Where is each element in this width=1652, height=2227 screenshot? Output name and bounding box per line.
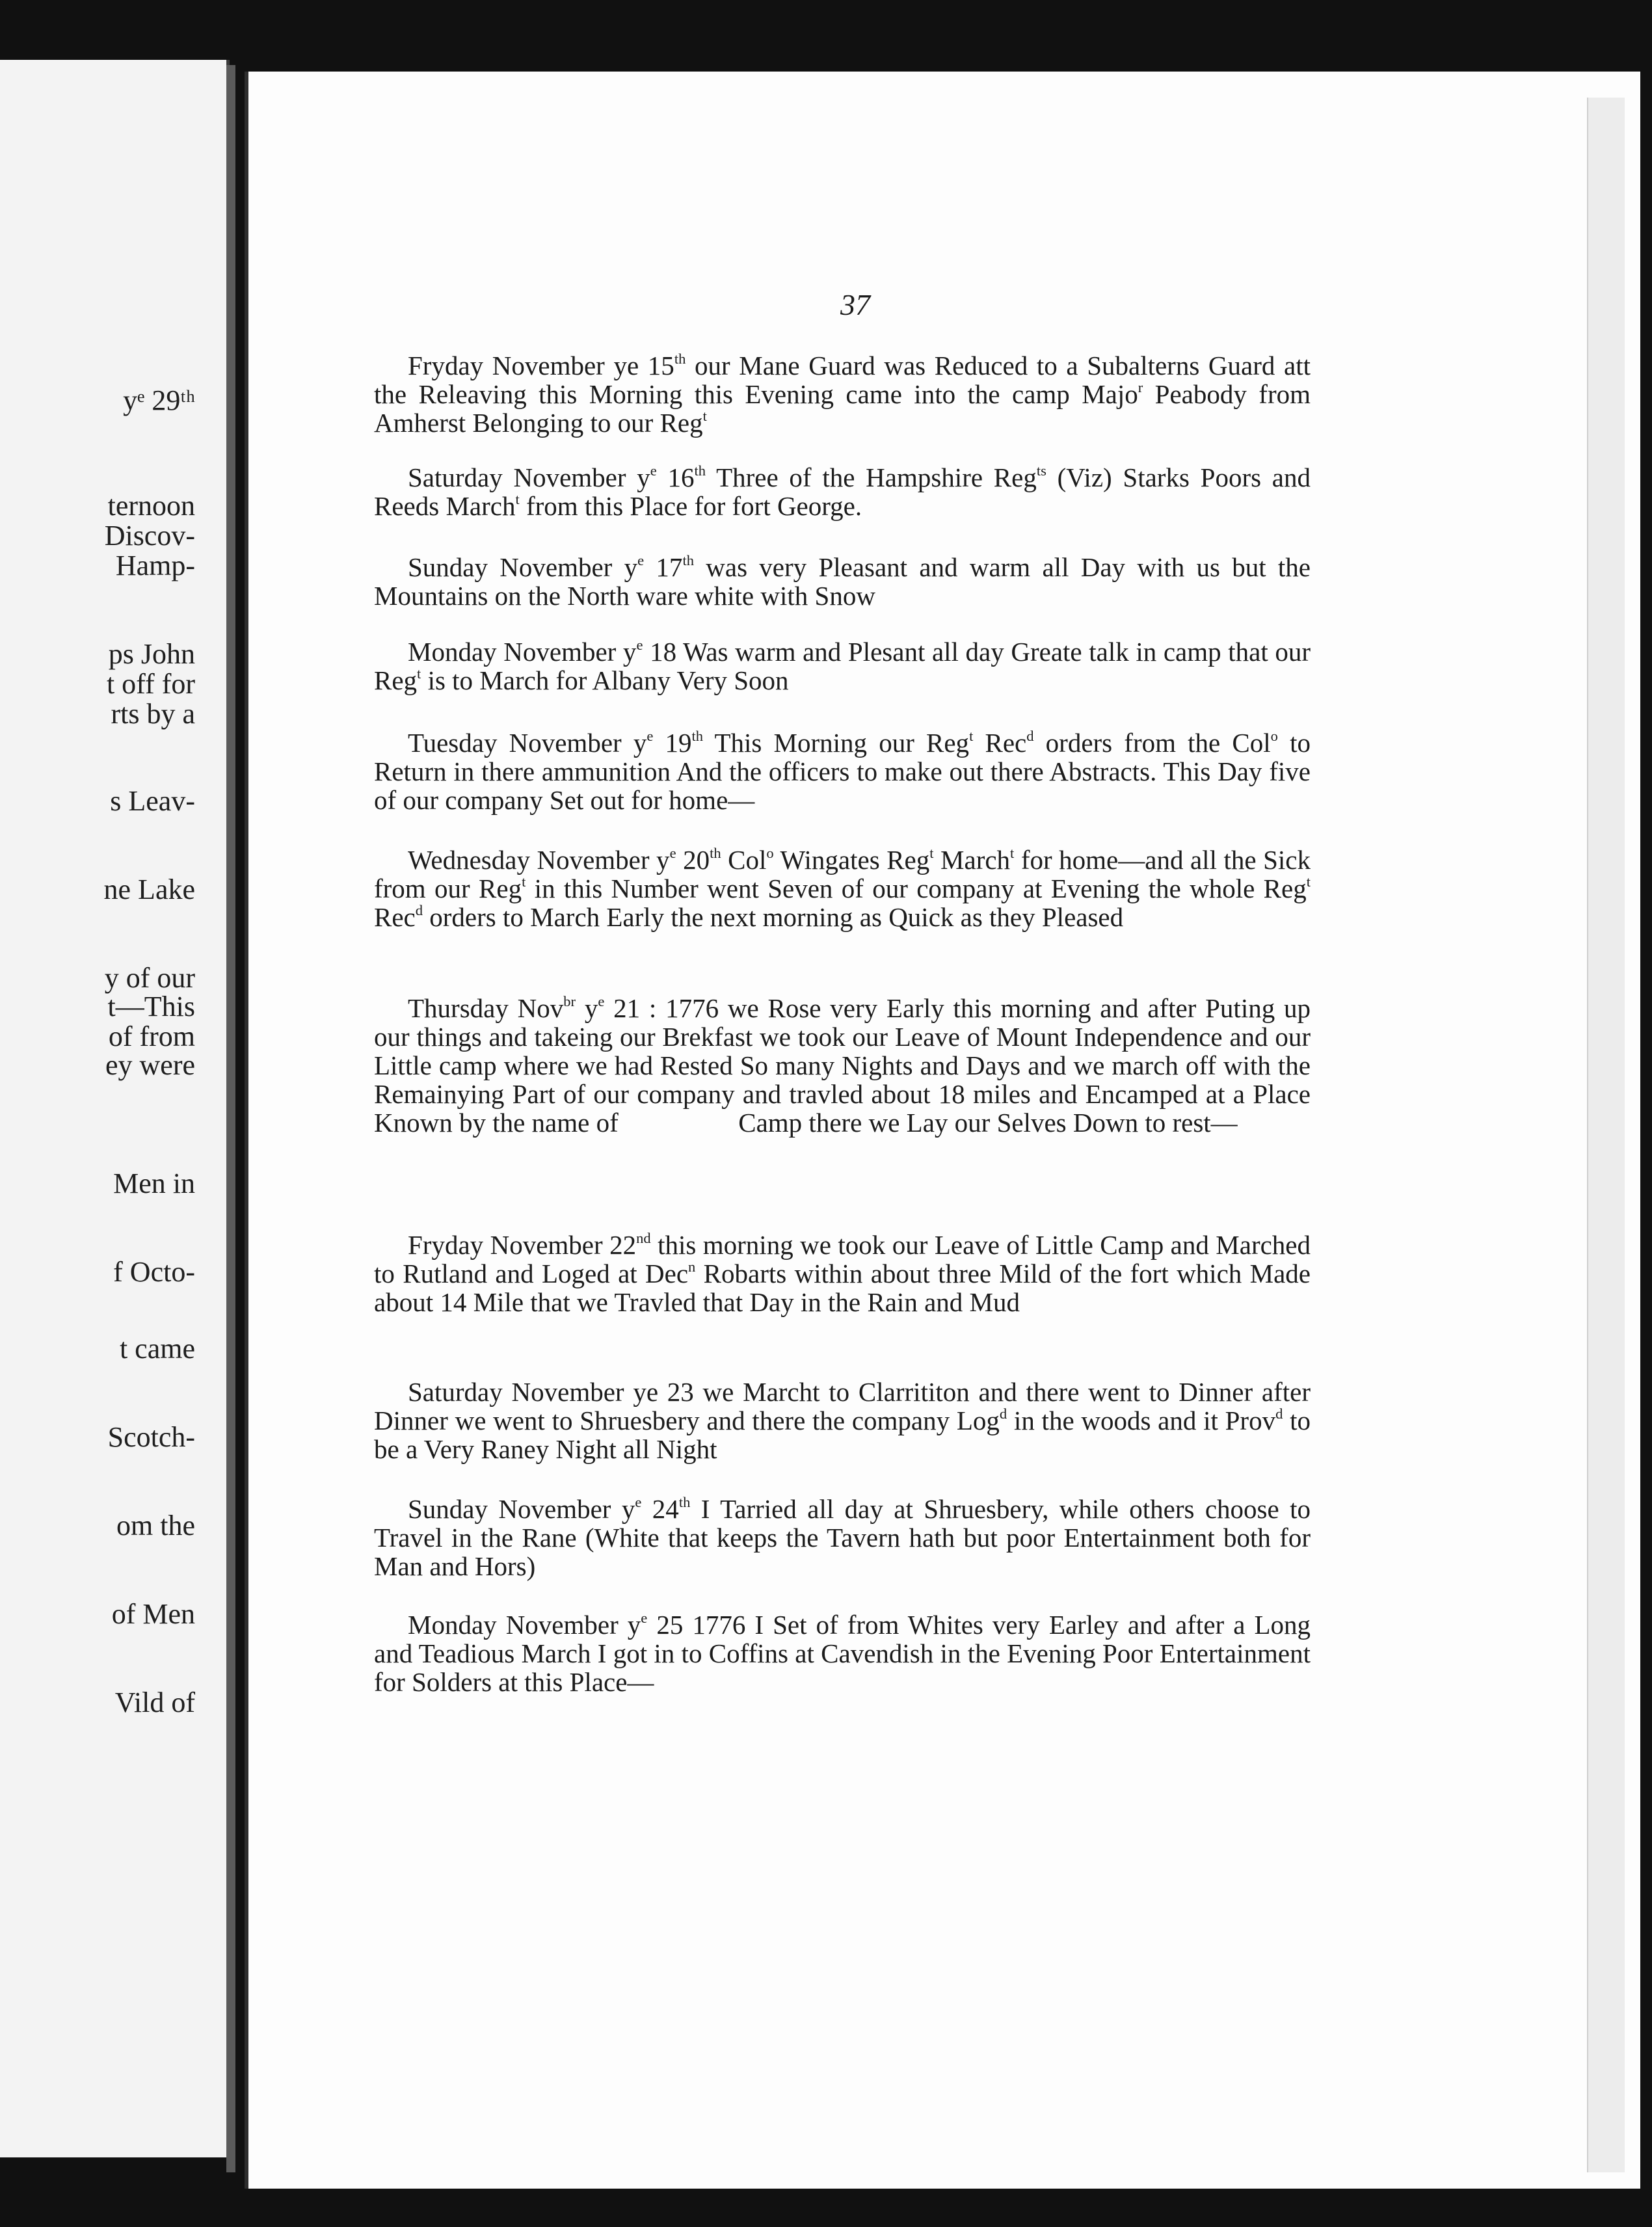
left-page-line: of from — [108, 1020, 195, 1052]
entry-text: Wednesday November $y^e$ 20th Col$^o$ Wingates Reg$^t$ March$^t$ for home—and all the Sick from our Reg$^t$ in this Number went Seven of our company at Evening the whole Reg$^t$ Rec$^d$ orders to March Early the next morning as Quick as they Pleased — [374, 845, 1311, 932]
entry-text: Fryday November ye 15th our Mane Guard was Reduced to a Subalterns Guard att the Releaving this Morning this Evening came into the camp Majo$^r$ Peabody from Amherst Belonging to our Reg$^t$ — [374, 351, 1311, 438]
left-page-line: rts by a — [111, 698, 195, 730]
diary-entry — [374, 1495, 1311, 1580]
left-page-line: ey were — [105, 1049, 195, 1081]
left-page-line: y of our — [104, 962, 195, 994]
diary-entry — [374, 728, 1311, 814]
left-page-line: Hamp- — [115, 550, 195, 581]
diary-entry — [374, 994, 1311, 1137]
entry-text: Tuesday November $y^e$ 19th This Morning our Reg$^t$ Rec$^d$ orders from the Col$^o$ to Return in there ammunition And the officers to make out there Abstracts. This Day five of our company Set out for home— — [374, 728, 1311, 815]
left-page-line: Men in — [113, 1167, 195, 1199]
diary-entry — [374, 637, 1311, 695]
left-page-line: f Octo- — [113, 1256, 195, 1288]
left-page — [0, 60, 230, 2157]
page-edge — [1587, 98, 1625, 2172]
left-page-line: of Men — [111, 1598, 195, 1630]
diary-entry — [374, 463, 1311, 520]
diary-entry — [374, 846, 1311, 931]
left-page-line: s Leav- — [110, 785, 195, 817]
entry-text: Saturday November ye 23 we Marcht to Clarrititon and there went to Dinner after Dinner we went to Shruesbery and there the company Log$^d$ in the woods and it Prov$^d$ to be a Very Raney Night all Night — [374, 1377, 1311, 1464]
entry-text: Monday November $y^e$ 18 Was warm and Plesant all day Greate talk in camp that our Reg$^t$ is to March for Albany Very Soon — [374, 637, 1311, 695]
left-page-line: ternoon — [107, 490, 195, 522]
left-page-line: Discov- — [104, 520, 195, 552]
page-number: 37 — [840, 288, 870, 321]
left-page-line: t came — [119, 1333, 195, 1365]
diary-entry — [374, 1610, 1311, 1696]
entry-text: Sunday November $y^e$ 17th was very Pleasant and warm all Day with us but the Mountains on the North ware white with Snow — [374, 552, 1311, 611]
left-page-line: t off for — [106, 668, 195, 700]
left-page-line: om the — [116, 1510, 195, 1541]
book-spine — [226, 65, 235, 2172]
left-page-line: yᵉ 29ᵗʰ — [123, 384, 195, 416]
entry-text: Monday November $y^e$ 25 1776 I Set of from Whites very Earley and after a Long and Teadious March I got in to Coffins at Cavendish in the Evening Poor Entertainment for Solders at this Place— — [374, 1610, 1311, 1697]
left-page-line: Scotch- — [107, 1421, 195, 1453]
left-page-line: Vild of — [114, 1687, 195, 1718]
left-page-line: ne Lake — [103, 873, 195, 905]
diary-entry — [374, 1378, 1311, 1463]
diary-entry — [374, 553, 1311, 610]
entry-text: Sunday November $y^e$ 24th I Tarried all day at Shruesbery, while others choose to Travel in the Rane (White that keeps the Tavern hath but poor Entertainment both for Man and Hors) — [374, 1494, 1311, 1581]
diary-entry — [374, 1231, 1311, 1316]
left-page-line: t—This — [107, 991, 195, 1022]
entry-text: Fryday November 22nd this morning we took our Leave of Little Camp and Marched to Rutland and Loged at Dec$^n$ Robarts within about three Mild of the fort which Made about 14 Mile that we Travled that Day in the Rain and Mud — [374, 1230, 1311, 1317]
entry-text: Saturday November $y^e$ 16th Three of the Hampshire Reg$^{ts}$ (Viz) Starks Poors and Reeds March$^t$ from this Place for fort George. — [374, 462, 1311, 521]
left-page-line: ps John — [108, 638, 195, 670]
entry-text: Thursday Nov$^{br}$ $y^e$ 21 : 1776 we Rose very Early this morning and after Puting up our things and takeing our Brekfast we took our Leave of Mount Independence and our Little camp where we had Rested So many Nights and Days and we march off with the Remainying Part of our company and travled about 18 miles and Encamped at a Place Known by the name of Camp there we Lay our Selves Down to rest— — [374, 993, 1311, 1138]
diary-entry — [374, 351, 1311, 437]
